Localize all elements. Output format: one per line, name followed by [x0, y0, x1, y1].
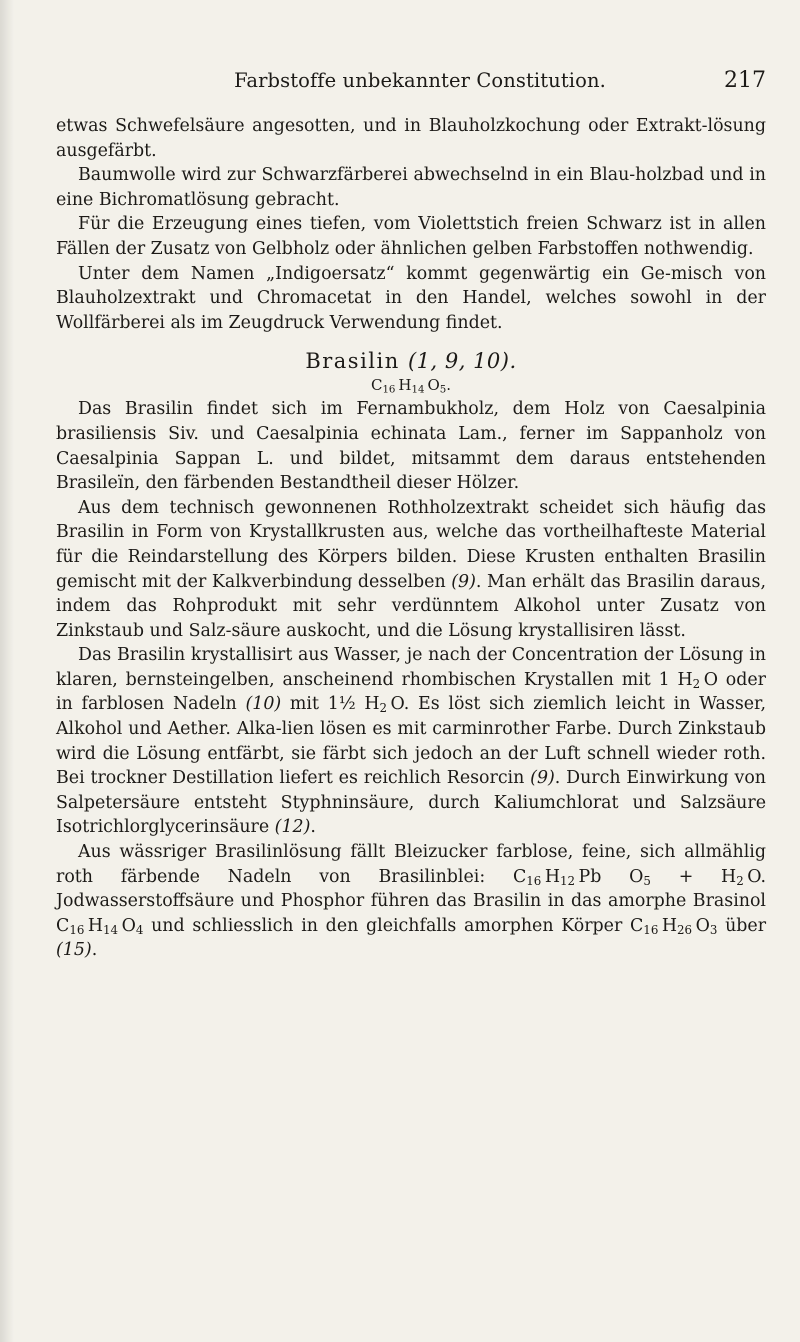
paragraph-properties: Das Brasilin krystallisirt aus Wasser, je nach der Concentration der Lösung in klaren, bernsteingelben, anscheinend rhombischen Krystallen mit 1 $H_2$ O oder in farblosen Nadeln (10) mit 1½ $H_2$ O. Es löst sich ziemlich leicht in Wasser, Alkohol und Aether. Alka-lien lösen es mit carminrother Farbe. Durch Zinkstaub wird die Lösung entfärbt, sie färbt sich jedoch an der Luft schnell wieder roth. Bei trockner Destillation liefert es reichlich Resorcin (9). Durch Einwirkung von Salpetersäure entsteht Styphninsäure, durch Kaliumchlorat und Salzsäure Isotrichlorglycerinsäure (12).: [56, 645, 766, 838]
paragraph-extraction: Aus dem technisch gewonnenen Rothholzextrakt scheidet sich häufig das Brasilin in Form von Krystallkrusten aus, welche das vortheilhafteste Material für die Reindarstellung des Körpers bilden. Diese Krusten enthalten Brasilin gemischt mit der Kalkverbindung desselben (9). Man erhält das Brasilin daraus, indem das Rohprodukt mit sehr verdünntem Alkohol unter Zusatz von Zinkstaub und Salz-säure auskocht, und die Lösung krystallisiren lässt.: [56, 497, 766, 641]
running-head: [56, 68, 766, 93]
paragraph-schwarz: Für die Erzeugung eines tiefen, vom Violettstich freien Schwarz ist in allen Fällen der Zusatz von Gelbholz oder ähnlichen gelben Farbstoffen nothwendig.: [56, 214, 766, 259]
paragraph-reactions: Aus wässriger Brasilinlösung fällt Bleizucker farblose, feine, sich allmählig roth färbende Nadeln von Brasilinblei: $C_{16}$ $H_{12}$ Pb $O_5 + H_2$ O. Jodwasserstoffsäure und Phosphor führen das Brasilin in das amorphe Brasinol $C_{16}$ $H_{14}$ $O_4$ und schliesslich in den gleichfalls amorphen Körper $C_{16}$ $H_{26}$ $O_3$ über (15).: [56, 842, 767, 961]
molecular-formula: $C_{16}$ $H_{14}$ $O_5$.: [370, 376, 452, 396]
section-references: (1, 9, 10).: [407, 349, 517, 374]
paragraph-continuation: etwas Schwefelsäure angesotten, und in Blauholzkochung oder Extrakt-lösung ausgefärbt.: [56, 116, 766, 161]
paragraph-baumwolle: Baumwolle wird zur Schwarzfärberei abwechselnd in ein Blau-holzbad und in eine Bichromatlösung gebracht.: [56, 165, 766, 210]
section-heading: [56, 347, 766, 375]
citation-ref: (9): [451, 571, 476, 592]
citation-ref: (15): [56, 940, 92, 961]
citation-ref: (12): [274, 817, 311, 838]
citation-ref: (10): [245, 694, 282, 715]
text-block: [56, 114, 766, 963]
page-number: 217: [724, 68, 766, 93]
running-title: Farbstoffe unbekannter Constitution.: [234, 69, 606, 92]
section-title: Brasilin: [305, 349, 400, 374]
page-gutter-shadow: [0, 0, 14, 1342]
citation-ref: (9): [530, 768, 555, 789]
paragraph-indigoersatz: Unter dem Namen „Indigoersatz“ kommt gegenwärtig ein Ge-misch von Blauholzextrakt und Chromacetat in den Handel, welches sowohl in der Wollfärberei als im Zeugdruck Verwendung findet.: [56, 263, 766, 333]
paragraph-occurrence: Das Brasilin findet sich im Fernambukholz, dem Holz von Caesalpinia brasiliensis Siv. und Caesalpinia echinata Lam., ferner im Sappanholz von Caesalpinia Sappan L. und bildet, mitsammt dem daraus entstehenden Brasileïn, den färbenden Bestandtheil dieser Hölzer.: [56, 399, 766, 494]
